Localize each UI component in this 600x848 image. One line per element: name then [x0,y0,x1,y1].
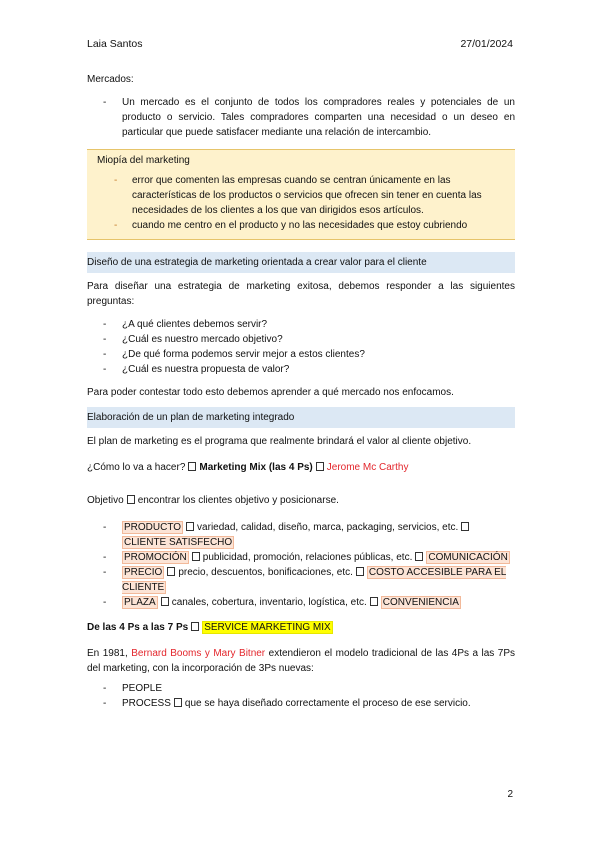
p-detail: precio, descuentos, bonificaciones, etc. [178,567,353,578]
sevenps-item-detail: que se haya diseñado correctamente el proceso de ese servicio. [184,698,471,709]
sevenps-item-name: PROCESS [122,698,171,709]
diseno-intro: Para diseñar una estrategia de marketing exitosa, debemos responder a las siguientes preguntas: [87,281,515,307]
objetivo-label: Objetivo [87,495,124,506]
p-name: PLAZA [124,597,156,608]
how-mix: Marketing Mix (las 4 Ps) [199,462,313,473]
p-name: PRODUCTO [124,522,182,533]
sevenps-heading [87,620,515,635]
question-item: - ¿Cuál es nuestra propuesta de valor? [87,362,515,377]
p-detail: variedad, calidad, diseño, marca, packaging, servicios, etc. [197,522,459,533]
p-item-precio [87,565,515,595]
sevenps-list [87,681,515,711]
page-number: 2 [507,789,513,800]
arrow-icon [186,522,194,531]
arrow-icon [127,495,135,504]
sevenps-intro-suffix: extendieron el modelo tradicional de las 4Ps a las 7Ps del marketing, con la incorporación de 3Ps nuevas: [87,648,516,674]
p-result: CONVENIENCIA [382,597,459,608]
arrow-icon [174,698,182,707]
question-item: - ¿De qué forma podemos servir mejor a estos clientes? [87,347,515,362]
sevenps-intro [87,646,515,676]
miopia-list [97,173,505,233]
sevenps-item-people [87,681,515,696]
sevenps-item-process [87,696,515,711]
arrow-icon [191,622,199,631]
sevenps-highlight: SERVICE MARKETING MIX [204,622,331,633]
arrow-icon [192,552,200,561]
how-author: Jerome Mc Carthy [326,462,409,473]
mercados-title: Mercados: [87,74,134,85]
question-item: - ¿Cuál es nuestro mercado objetivo? [87,332,515,347]
arrow-icon [167,567,175,576]
how-prefix: ¿Cómo lo va a hacer? [87,462,186,473]
objetivo-line [87,493,515,508]
plan-text: El plan de marketing es el programa que realmente brindará el valor al cliente objetivo. [87,436,472,447]
mercados-bullet: - Un mercado es el conjunto de todos los compradores reales y potenciales de un producto o servicio. Tales compradores comparten una necesidad o un deseo en particular que puede satisfacer mediante una relación de intercambio. [87,95,515,140]
mercados-list [87,95,515,140]
diseno-outro: Para poder contestar todo esto debemos aprender a qué mercado nos enfocamos. [87,387,454,398]
page-content [87,70,515,711]
p-item-promocion [87,550,515,565]
four-ps-list [87,520,515,610]
marketing-mix-line [87,460,515,475]
miopia-item: - cuando me centro en el producto y no las necesidades que estoy cubriendo [97,218,505,233]
arrow-icon [161,597,169,606]
p-item-producto [87,520,515,550]
miopia-callout [87,149,515,240]
arrow-icon [415,552,423,561]
p-name: PRECIO [124,567,163,578]
question-item: - ¿A qué clientes debemos servir? [87,317,515,332]
sevenps-authors: Bernard Booms y Mary Bitner [131,648,266,659]
sevenps-intro-prefix: En 1981, [87,648,128,659]
arrow-icon [188,462,196,471]
arrow-icon [356,567,364,576]
header-date: 27/01/2024 [460,38,513,50]
miopia-title: Miopía del marketing [97,155,190,166]
p-result: CLIENTE SATISFECHO [124,537,233,548]
p-detail: canales, cobertura, inventario, logística, etc. [171,597,367,608]
p-item-plaza [87,595,515,610]
sevenps-item-name: PEOPLE [122,683,163,694]
miopia-item: - error que comenten las empresas cuando se centran únicamente en las características de los productos o servicios que ofrecen sin tener en cuenta las necesidades de los clientes a los que van dirigidos esos artículos. [97,173,505,218]
p-name: PROMOCIÓN [124,552,187,563]
sevenps-title: De las 4 Ps a las 7 Ps [87,622,189,633]
arrow-icon [461,522,469,531]
p-result: COMUNICACIÓN [428,552,508,563]
header-author: Laia Santos [87,38,143,50]
arrow-icon [370,597,378,606]
p-result: COSTO ACCESIBLE PARA EL CLIENTE [122,567,507,593]
p-detail: publicidad, promoción, relaciones públicas, etc. [202,552,413,563]
diseno-heading: Diseño de una estrategia de marketing orientada a crear valor para el cliente [87,252,515,273]
arrow-icon [316,462,324,471]
objetivo-text: encontrar los clientes objetivo y posicionarse. [137,495,339,506]
plan-heading: Elaboración de un plan de marketing integrado [87,407,515,428]
diseno-questions [87,317,515,377]
